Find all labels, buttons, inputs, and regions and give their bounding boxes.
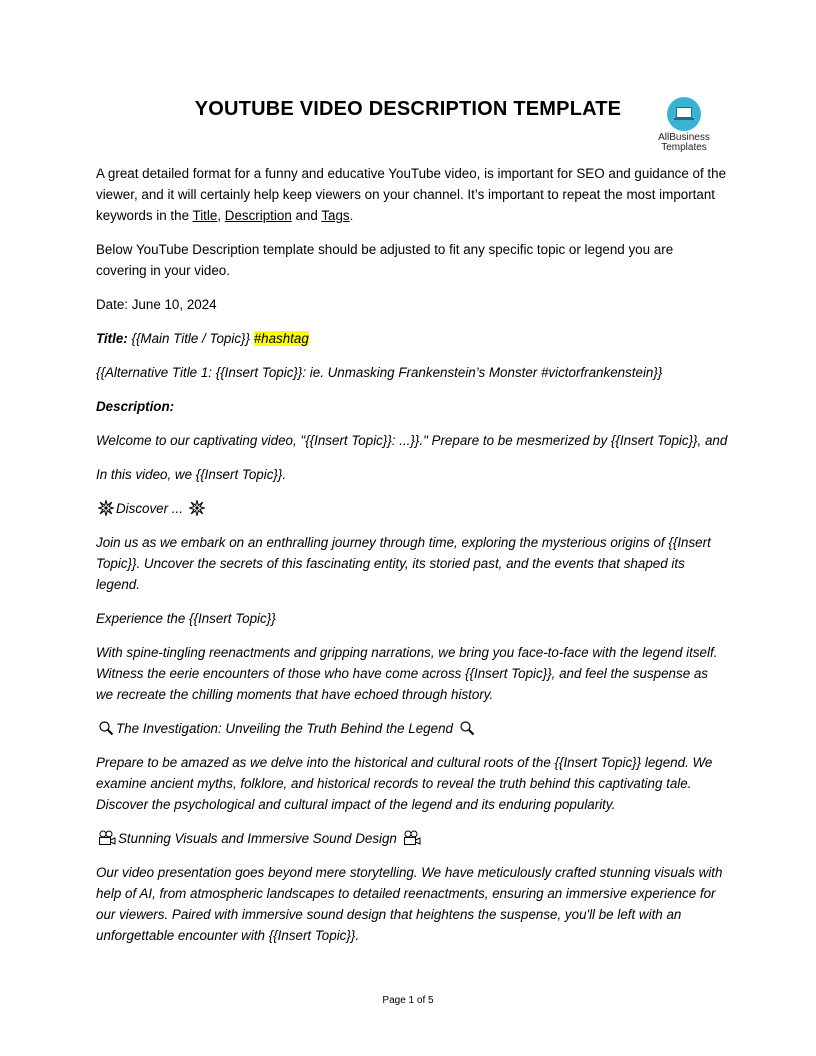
movie-camera-icon [403, 830, 421, 846]
magnifying-glass-icon [459, 720, 475, 736]
laptop-icon [667, 97, 701, 131]
investigation-body: Prepare to be amazed as we delve into the historical and cultural roots of the {{Insert Topic}} legend. We examine ancient myths, folklore, and historical records to reveal the truth behind this captivating tale. Discover the psychological and cultural impact of the legend and its enduring popularity. [96, 755, 713, 812]
title-value: {{Main Title / Topic}} [127, 331, 254, 346]
intro-end: . [349, 208, 354, 223]
movie-camera-icon [98, 830, 116, 846]
intro-text: A great detailed format for a funny and educative YouTube video, is important for SEO and guidance of the viewer, and it will certainly help keep viewers on your channel. It’s important to repeat the most important keywords in the [96, 166, 727, 223]
sparkle-burst-icon [98, 500, 114, 516]
document-body [96, 163, 726, 959]
adjust-note: Below YouTube Description template should be adjusted to fit any specific topic or legend you are covering in your video. [96, 242, 674, 278]
description-link[interactable]: Description [224, 208, 292, 223]
visuals-heading [96, 828, 726, 849]
title-link[interactable]: Title [192, 208, 218, 223]
page-footer: Page 1 of 5 [382, 995, 434, 1006]
intro-paragraph [96, 163, 726, 226]
document-title: YOUTUBE VIDEO DESCRIPTION TEMPLATE [194, 98, 622, 120]
title-label: Title: [96, 331, 128, 346]
investigation-heading [96, 718, 726, 739]
logo-line-1: AllBusiness [658, 132, 710, 143]
title-line [96, 328, 726, 349]
experience-heading: Experience the {{Insert Topic}} [96, 611, 276, 626]
welcome-line: Welcome to our captivating video, "{{Insert Topic}}: ...}}." Prepare to be mesmerized by {{Insert Topic}}, and [96, 433, 728, 448]
in-this-video-line: In this video, we {{Insert Topic}}. [96, 467, 287, 482]
intro-sep-2: and [291, 208, 322, 223]
allbusiness-logo[interactable] [652, 97, 716, 153]
alt-title-line: {{Alternative Title 1: {{Insert Topic}}: ie. Unmasking Frankenstein’s Monster #victorfrankenstein}} [96, 365, 663, 380]
visuals-heading-text: Stunning Visuals and Immersive Sound Design [118, 831, 397, 846]
logo-line-2: Templates [661, 142, 707, 153]
discover-heading-text: Discover ... [116, 501, 183, 516]
description-label-text: Description: [96, 399, 175, 414]
sparkle-burst-icon [189, 500, 205, 516]
tags-link[interactable]: Tags [321, 208, 350, 223]
intro-sep-1: , [217, 208, 225, 223]
hashtag-highlight: #hashtag [253, 331, 309, 346]
discover-body: Join us as we embark on an enthralling journey through time, exploring the mysterious origins of {{Insert Topic}}. Uncover the secrets of this fascinating entity, its storied past, and the events that shaped its legend. [96, 535, 711, 592]
description-label [96, 396, 726, 417]
experience-body: With spine-tingling reenactments and gripping narrations, we bring you face-to-face with the legend itself. Witness the eerie encounters of those who have come across {{Insert Topic}}, and feel the suspense as we recreate the chilling moments that have echoed through history. [96, 645, 718, 702]
discover-heading [96, 498, 726, 519]
investigation-heading-text: The Investigation: Unveiling the Truth Behind the Legend [116, 721, 453, 736]
magnifying-glass-icon [98, 720, 114, 736]
date-line: Date: June 10, 2024 [96, 297, 217, 312]
visuals-body: Our video presentation goes beyond mere storytelling. We have meticulously crafted stunning visuals with help of AI, from atmospheric landscapes to detailed reenactments, ensuring an immersive experience for our viewers. Paired with immersive sound design that heightens the suspense, you'll be left with an unforgettable encounter with {{Insert Topic}}. [96, 865, 723, 943]
